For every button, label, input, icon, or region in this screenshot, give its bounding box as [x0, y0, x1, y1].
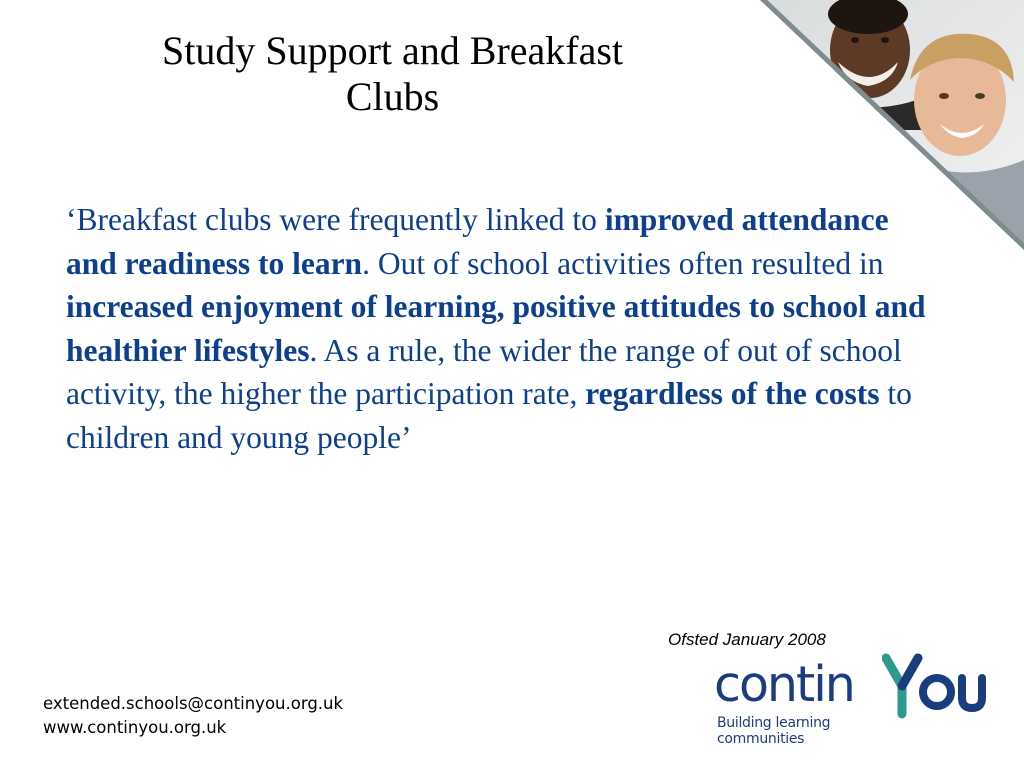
logo-tagline-line1: Building learning — [717, 715, 831, 731]
slide-title-line1: Study Support and Breakfast — [161, 28, 624, 73]
quote-bold-3: regardless of the costs — [585, 376, 880, 411]
quote-text-3: . As a rule, the wider the range of out of school activity, the higher the participation rate, — [66, 332, 902, 411]
quote-source: Ofsted January 2008 — [668, 630, 826, 649]
slide-title — [60, 28, 725, 120]
logo-you-mark-icon — [882, 652, 987, 722]
continyou-logo — [712, 655, 987, 750]
slide-title-line2: Clubs — [345, 74, 440, 119]
quote-text-2: . Out of school activities often resulted in — [362, 245, 884, 281]
logo-wordmark: contin — [714, 656, 854, 713]
quote-bold-2: increased enjoyment of learning, positive attitudes to school and healthier lifestyles — [66, 289, 926, 368]
contact-website[interactable]: www.continyou.org.uk — [43, 718, 227, 737]
quote-bold-1: improved attendance and readiness to learn — [66, 202, 889, 281]
quote-text-4: to children and young people’ — [66, 376, 912, 455]
contact-email[interactable]: extended.schools@continyou.org.uk — [43, 694, 344, 713]
logo-tagline-line2: communities — [717, 731, 805, 747]
contact-block — [43, 692, 343, 740]
quote-text-1: ‘Breakfast clubs were frequently linked to — [66, 202, 605, 237]
ofsted-quote — [66, 198, 946, 459]
logo-tagline — [717, 715, 917, 747]
